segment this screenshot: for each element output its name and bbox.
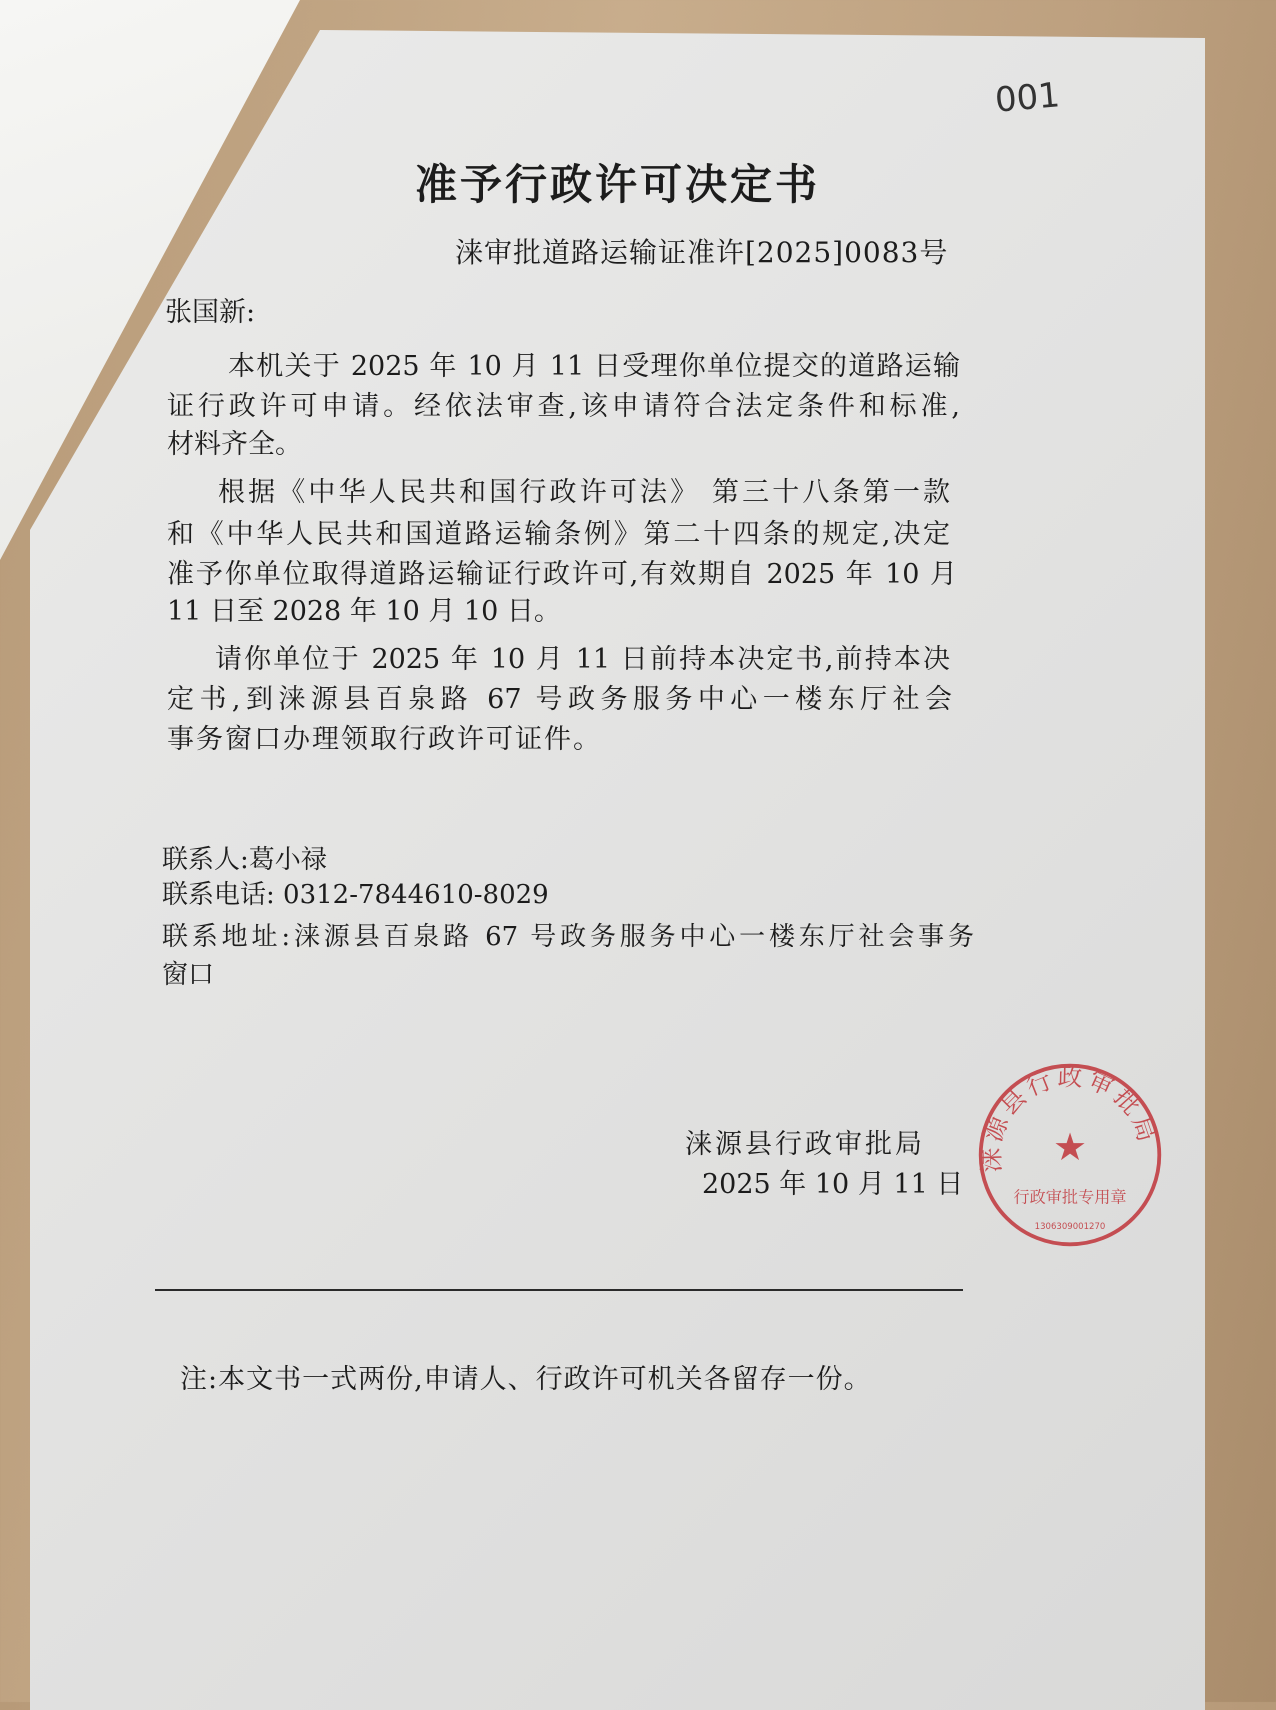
handwritten-page-number: 001 — [993, 75, 1062, 121]
issuing-authority: 涞源县行政审批局 — [685, 1129, 925, 1160]
paragraph-line: 定书,到涞源县百泉路 67 号政务服务中心一楼东厅社会 — [167, 684, 952, 715]
paragraph-line: 证行政许可申请。经依法审查,该申请符合法定条件和标准, — [167, 391, 960, 422]
document-title: 准予行政许可决定书 — [415, 160, 821, 209]
contact-person: 联系人:葛小禄 — [162, 845, 327, 875]
paragraph-line: 11 日至 2028 年 10 月 10 日。 — [167, 596, 561, 627]
issue-date: 2025 年 10 月 11 日 — [702, 1169, 964, 1200]
footnote: 注:本文书一式两份,申请人、行政许可机关各留存一份。 — [180, 1364, 872, 1395]
contact-address-cont: 窗口 — [162, 960, 215, 990]
contact-address: 联系地址:涞源县百泉路 67 号政务服务中心一楼东厅社会事务 — [162, 922, 974, 952]
paragraph-line: 根据《中华人民共和国行政许可法》 第三十八条第一款 — [218, 477, 950, 508]
contact-phone: 联系电话: 0312-7844610-8029 — [162, 880, 549, 910]
svg-text:行政审批专用章: 行政审批专用章 — [1013, 1187, 1127, 1207]
paragraph-line: 请你单位于 2025 年 10 月 11 日前持本决定书,前持本决 — [215, 644, 950, 675]
official-seal — [975, 1060, 1165, 1250]
divider-line — [155, 1289, 963, 1291]
document-number: 涞审批道路运输证准许[2025]0083号 — [455, 236, 949, 269]
svg-text:★: ★ — [1052, 1124, 1088, 1169]
recipient: 张国新: — [165, 297, 256, 328]
svg-text:1306309001270: 1306309001270 — [1034, 1222, 1106, 1233]
paragraph-line: 事务窗口办理领取行政许可证件。 — [167, 724, 602, 755]
paragraph-line: 和《中华人民共和国道路运输条例》第二十四条的规定,决定 — [167, 519, 950, 550]
paragraph-line: 本机关于 2025 年 10 月 11 日受理你单位提交的道路运输 — [228, 351, 960, 382]
svg-text:涞源县行政审批局: 涞源县行政审批局 — [976, 1062, 1163, 1173]
paragraph-line: 准予你单位取得道路运输证行政许可,有效期自 2025 年 10 月 — [167, 559, 957, 590]
paragraph-line: 材料齐全。 — [167, 429, 302, 460]
